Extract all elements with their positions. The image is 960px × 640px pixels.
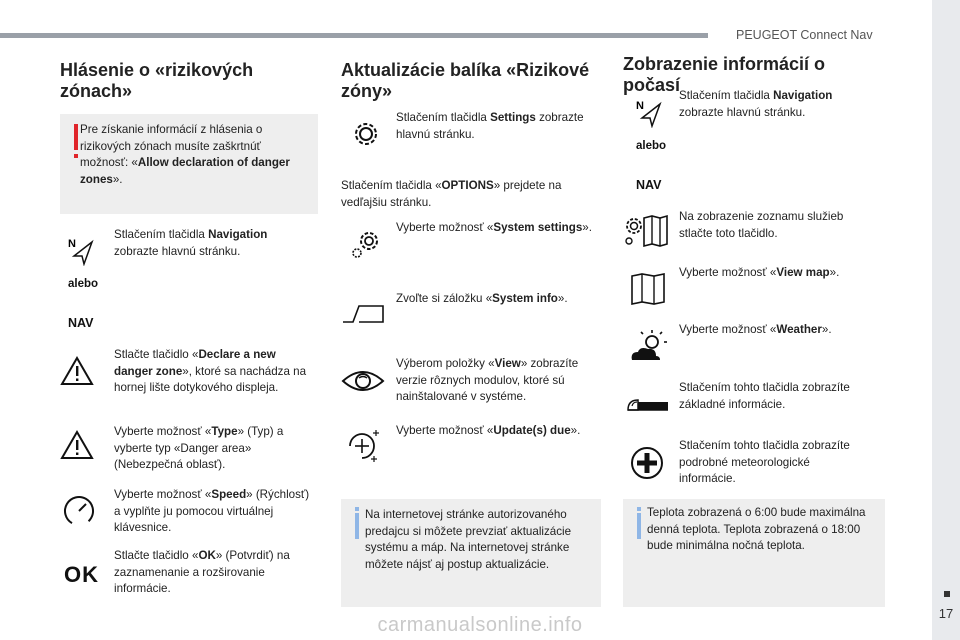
left-title: Hlásenie o «rizikových zónach» (60, 60, 254, 101)
weather-basic-icon (626, 394, 670, 414)
system-settings-gear-icon (350, 228, 382, 260)
middle-info-text: Na internetovej stránke autorizovaného predajcu si môžete prevziať aktualizácie systému a máp. Na internetovej stránke môžete nájsť aj postup aktualizácie. (365, 508, 572, 571)
info-icon (355, 513, 359, 539)
right-step-weather: Vyberte možnosť «Weather». (679, 323, 832, 336)
rail-marker (944, 591, 950, 597)
right-step-services: Na zobrazenie zoznamu služieb stlačte toto tlačidlo. (679, 210, 844, 240)
left-step-speed: Vyberte možnosť «Speed» (Rýchlosť) a vyplňte ju pomocou virtuálnej klávesnice. (114, 488, 310, 534)
right-step-basic-info: Stlačením tohto tlačidla zobrazíte základné informácie. (679, 381, 850, 411)
right-step-detailed-info: Stlačením tohto tlačidla zobrazíte podrobné meteorologické informácie. (679, 439, 850, 485)
settings-gear-icon (350, 118, 382, 150)
warning-text: Pre získanie informácií z hlásenia o rizikových zónach musíte zaškrtnúť možnosť: «Allow declaration of danger zones». (80, 123, 290, 186)
svg-text:N: N (636, 100, 644, 112)
warning-triangle-icon (60, 356, 94, 386)
navigation-arrow-icon (66, 236, 96, 266)
tab-icon (341, 302, 385, 326)
page-number: 17 (938, 606, 954, 621)
navigation-arrow-icon (634, 98, 664, 128)
right-alebo: alebo (636, 140, 667, 152)
warning-box (60, 114, 318, 214)
middle-title: Aktualizácie balíka «Rizikové zóny» (341, 60, 590, 101)
middle-step-system-settings: Vyberte možnosť «System settings». (396, 221, 592, 234)
gear-map-icon (624, 214, 668, 248)
left-step-type: Vyberte možnosť «Type» (Typ) a vyberte typ «Danger area» (Nebezpečná oblasť). (114, 425, 284, 471)
middle-step-update: Vyberte možnosť «Update(s) due». (396, 424, 581, 437)
header-label: PEUGEOT Connect Nav (736, 28, 873, 42)
plus-circle-icon (630, 446, 664, 480)
right-info-text: Teplota zobrazená o 6:00 bude maximálna denná teplota. Teplota zobrazená o 18:00 bude minimálna nočná teplota. (647, 506, 866, 552)
ok-button-icon[interactable]: OK (64, 562, 99, 587)
left-alebo: alebo (68, 278, 99, 290)
right-step-view-map: Vyberte možnosť «View map». (679, 266, 840, 279)
warning-triangle-icon (60, 430, 94, 460)
weather-icon (628, 328, 670, 364)
right-info-box (623, 499, 885, 607)
middle-step-view: Výberom položky «View» zobrazíte verzie rôznych modulov, ktoré sú nainštalované v systéme. (396, 357, 579, 403)
right-step-navigation: Stlačením tlačidla Navigation zobrazte hlavnú stránku. (679, 89, 833, 119)
update-plus-icon (344, 428, 384, 464)
middle-step-options: Stlačením tlačidla «OPTIONS» prejdete na vedľajšiu stránku. (341, 179, 562, 209)
right-nav-button[interactable]: NAV (636, 178, 662, 192)
middle-info-box (341, 499, 601, 607)
middle-step-system-info: Zvoľte si záložku «System info». (396, 292, 568, 305)
map-icon (630, 272, 666, 306)
watermark: carmanualsonline.info (377, 614, 583, 636)
left-nav-button[interactable]: NAV (68, 316, 94, 330)
warning-icon (74, 124, 78, 150)
svg-text:N: N (68, 238, 76, 250)
left-step-ok: Stlačte tlačidlo «OK» (Potvrdiť) na zaznamenanie a rozširovanie informácie. (114, 549, 290, 595)
left-step-navigation: Stlačením tlačidla Navigation zobrazte hlavnú stránku. (114, 228, 268, 258)
right-title: Zobrazenie informácií o počasí (623, 54, 826, 95)
info-icon (637, 513, 641, 539)
left-step-declare: Stlačte tlačidlo «Declare a new danger zone», ktoré sa nachádza na hornej lište dotykového displeja. (114, 348, 307, 394)
middle-step-settings: Stlačením tlačidla Settings zobrazte hlavnú stránku. (396, 111, 584, 141)
eye-icon (341, 366, 385, 396)
header-bar (0, 33, 708, 38)
side-rail (932, 0, 960, 640)
speedometer-icon (62, 494, 96, 528)
